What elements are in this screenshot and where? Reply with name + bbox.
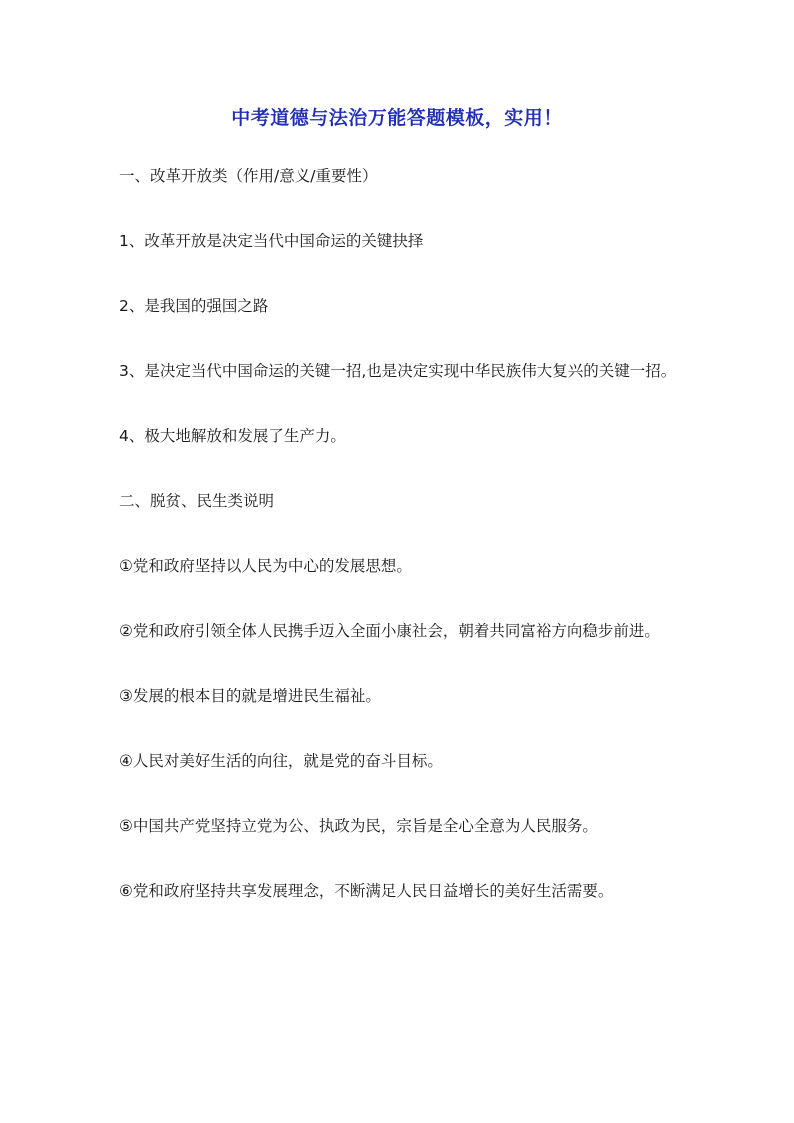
paragraph-item: ③发展的根本目的就是增进民生福祉。 [119,687,381,705]
paragraph-item: 4、极大地解放和发展了生产力。 [119,427,346,445]
paragraph-item: 1、改革开放是决定当代中国命运的关键抉择 [119,232,424,250]
section-heading-reform: 一、改革开放类（作用/意义/重要性） [119,167,378,185]
paragraph-item: 2、是我国的强国之路 [119,297,269,315]
paragraph-item: ⑥党和政府坚持共享发展理念，不断满足人民日益增长的美好生活需要。 [119,882,614,900]
document-body [119,160,689,940]
paragraph-item: ②党和政府引领全体人民携手迈入全面小康社会，朝着共同富裕方向稳步前进。 [119,622,660,640]
paragraph-item: ①党和政府坚持以人民为中心的发展思想。 [119,557,412,575]
paragraph-item: ④人民对美好生活的向往，就是党的奋斗目标。 [119,752,443,770]
section-heading-livelihood: 二、脱贫、民生类说明 [119,492,275,510]
paragraph-item: 3、是决定当代中国命运的关键一招,也是决定实现中华民族伟大复兴的关键一招。 [119,362,677,380]
document-title: 中考道德与法治万能答题模板，实用！ [231,107,563,129]
paragraph-item: ⑤中国共产党坚持立党为公、执政为民，宗旨是全心全意为人民服务。 [119,817,598,835]
